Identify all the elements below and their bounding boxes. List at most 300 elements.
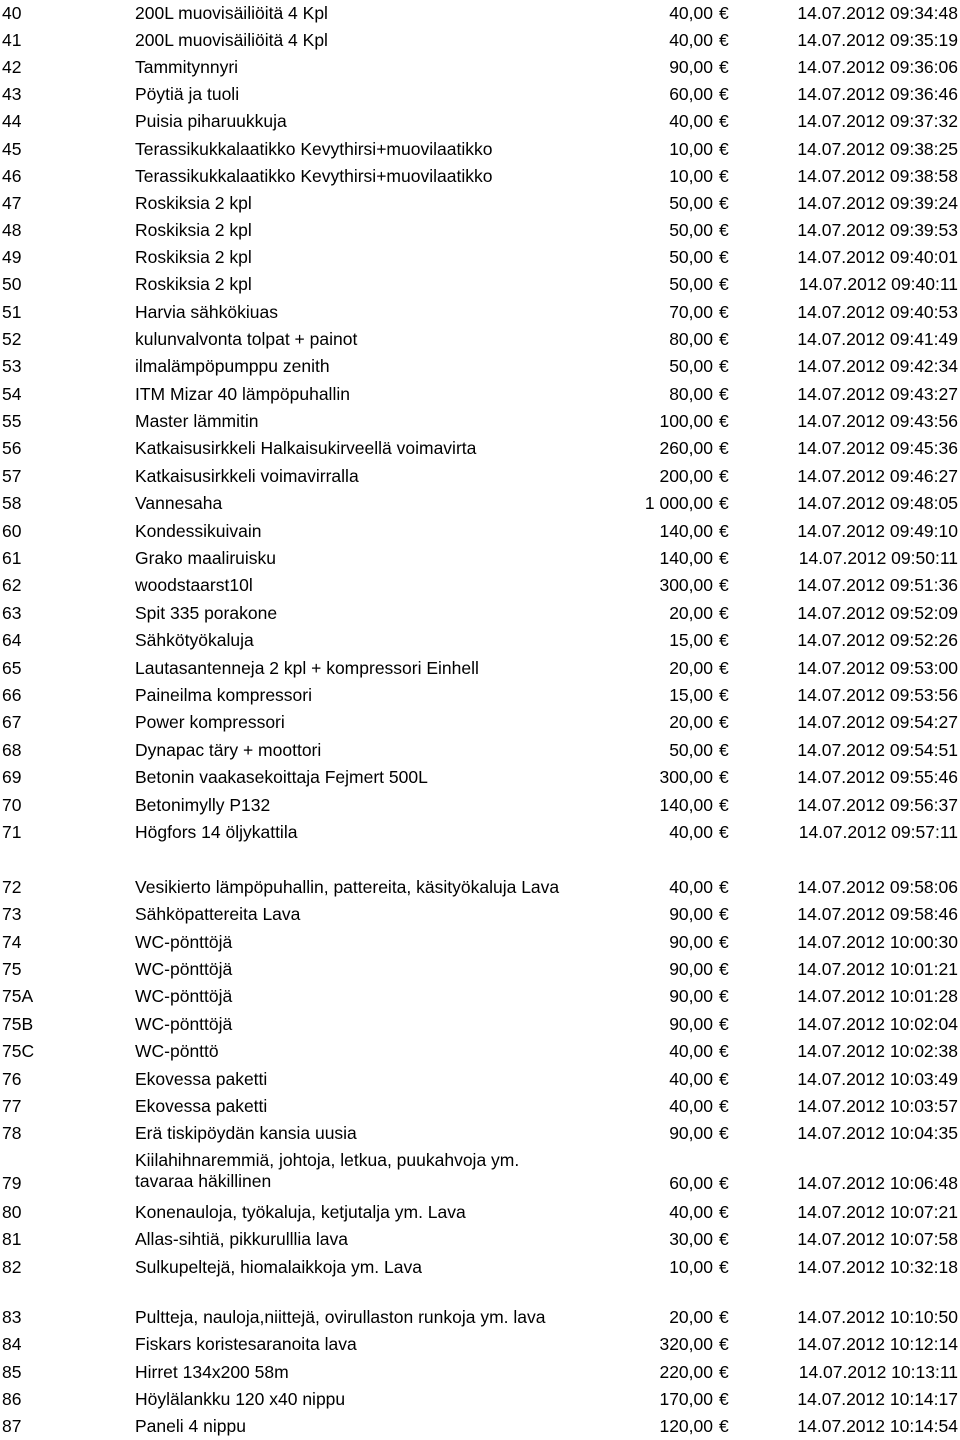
item-timestamp: 14.07.2012 09:43:56 [797,411,958,431]
item-price: 300,00 [659,767,713,787]
item-price: 15,00 [669,685,713,705]
item-description: Paineilma kompressori [135,685,313,705]
item-number: 79 [2,1173,22,1193]
item-timestamp: 14.07.2012 09:58:46 [797,904,958,924]
item-description: Terassikukkalaatikko Kevythirsi+muovilaatikko [135,166,493,186]
item-price: 50,00 [669,740,713,760]
euro-currency-symbol: € [719,1069,729,1089]
item-number: 43 [2,84,22,104]
item-number: 55 [2,411,22,431]
item-price: 10,00 [669,139,713,159]
item-description [135,1150,519,1192]
item-description: WC-pönttöjä [135,986,233,1006]
list-item [0,381,960,407]
item-number: 82 [2,1257,22,1277]
item-timestamp: 14.07.2012 09:57:11 [798,822,958,842]
list-item [0,81,960,107]
item-number: 41 [2,30,22,50]
item-description: Grako maaliruisku [135,548,277,568]
item-description: Betonimylly P132 [135,795,271,815]
list-item [0,792,960,818]
item-price: 20,00 [669,603,713,623]
item-description: Roskiksia 2 kpl [135,193,252,213]
item-number: 40 [2,3,22,23]
euro-currency-symbol: € [719,795,729,815]
euro-currency-symbol: € [719,548,729,568]
item-timestamp: 14.07.2012 09:56:37 [797,795,958,815]
list-item [0,1386,960,1412]
euro-currency-symbol: € [719,1041,729,1061]
euro-currency-symbol: € [719,959,729,979]
euro-currency-symbol: € [719,1334,729,1354]
item-price: 1 000,00 [644,493,713,513]
list-item [0,1226,960,1252]
item-price: 260,00 [659,438,713,458]
item-timestamp: 14.07.2012 09:48:05 [797,493,958,513]
item-price: 70,00 [669,302,713,322]
item-timestamp: 14.07.2012 09:54:27 [797,712,958,732]
item-number: 57 [2,466,22,486]
item-number: 85 [2,1362,22,1382]
item-price: 50,00 [669,274,713,294]
euro-currency-symbol: € [719,302,729,322]
item-timestamp: 14.07.2012 09:39:53 [797,220,958,240]
euro-currency-symbol: € [719,111,729,131]
item-timestamp: 14.07.2012 09:58:06 [797,877,958,897]
item-description: woodstaarst10l [135,575,253,595]
item-number: 80 [2,1202,22,1222]
item-price: 90,00 [669,986,713,1006]
item-timestamp: 14.07.2012 10:32:18 [797,1257,958,1277]
item-number: 65 [2,658,22,678]
item-number: 61 [2,548,22,568]
item-description: Sulkupeltejä, hiomalaikkoja ym. Lava [135,1257,422,1277]
list-item [0,1413,960,1439]
list-item [0,0,960,26]
item-timestamp: 14.07.2012 09:36:06 [797,57,958,77]
item-price: 80,00 [669,384,713,404]
list-item [0,435,960,461]
item-timestamp: 14.07.2012 10:03:49 [797,1069,958,1089]
euro-currency-symbol: € [719,384,729,404]
euro-currency-symbol: € [719,438,729,458]
item-price: 170,00 [659,1389,713,1409]
item-timestamp: 14.07.2012 09:46:27 [797,466,958,486]
euro-currency-symbol: € [719,767,729,787]
item-description: Vannesaha [135,493,223,513]
euro-currency-symbol: € [719,685,729,705]
item-number: 51 [2,302,22,322]
item-description: Betonin vaakasekoittaja Fejmert 500L [135,767,428,787]
euro-currency-symbol: € [719,493,729,513]
item-description: Ekovessa paketti [135,1096,268,1116]
item-description: Tammitynnyri [135,57,239,77]
list-item [0,408,960,434]
euro-currency-symbol: € [719,466,729,486]
item-price: 40,00 [669,1041,713,1061]
item-timestamp: 14.07.2012 09:49:10 [797,521,958,541]
list-item [0,1359,960,1385]
item-description: Spit 335 porakone [135,603,278,623]
list-item [0,1011,960,1037]
item-timestamp: 14.07.2012 09:51:36 [797,575,958,595]
list-item [0,271,960,297]
item-number: 54 [2,384,22,404]
list-item [0,1120,960,1146]
item-price: 50,00 [669,220,713,240]
item-description: Master lämmitin [135,411,259,431]
item-number: 49 [2,247,22,267]
item-price: 40,00 [669,1069,713,1089]
item-price: 50,00 [669,193,713,213]
item-description: kulunvalvonta tolpat + painot [135,329,358,349]
euro-currency-symbol: € [719,220,729,240]
item-description: ITM Mizar 40 lämpöpuhallin [135,384,350,404]
item-price: 90,00 [669,959,713,979]
item-description: Fiskars koristesaranoita lava [135,1334,357,1354]
item-timestamp: 14.07.2012 10:13:11 [798,1362,958,1382]
item-description: Erä tiskipöydän kansia uusia [135,1123,357,1143]
euro-currency-symbol: € [719,193,729,213]
item-price: 30,00 [669,1229,713,1249]
list-item [0,1093,960,1119]
euro-currency-symbol: € [719,356,729,376]
item-number: 75C [2,1041,35,1061]
item-number: 75B [2,1014,34,1034]
euro-currency-symbol: € [719,1123,729,1143]
item-price: 40,00 [669,1202,713,1222]
list-item [0,929,960,955]
item-timestamp: 14.07.2012 09:40:53 [797,302,958,322]
item-description: Roskiksia 2 kpl [135,220,252,240]
item-number: 77 [2,1096,22,1116]
item-price: 60,00 [669,1173,713,1193]
list-item [0,983,960,1009]
item-timestamp: 14.07.2012 09:52:09 [797,603,958,623]
euro-currency-symbol: € [719,139,729,159]
list-item [0,54,960,80]
euro-currency-symbol: € [719,521,729,541]
list-item [0,709,960,735]
item-timestamp: 14.07.2012 09:35:19 [797,30,958,50]
item-number: 70 [2,795,22,815]
item-price: 40,00 [669,1096,713,1116]
item-number: 69 [2,767,22,787]
item-number: 87 [2,1416,22,1436]
item-price: 90,00 [669,1123,713,1143]
item-price: 10,00 [669,1257,713,1277]
item-timestamp: 14.07.2012 09:34:48 [797,3,958,23]
euro-currency-symbol: € [719,1014,729,1034]
item-timestamp: 14.07.2012 09:50:11 [798,548,958,568]
item-price: 90,00 [669,932,713,952]
item-description: Katkaisusirkkeli Halkaisukirveellä voimavirta [135,438,477,458]
item-timestamp: 14.07.2012 09:43:27 [797,384,958,404]
list-item [0,764,960,790]
item-number: 63 [2,603,22,623]
list-item [0,1066,960,1092]
item-number: 64 [2,630,22,650]
item-price: 90,00 [669,904,713,924]
item-timestamp: 14.07.2012 09:42:34 [797,356,958,376]
euro-currency-symbol: € [719,630,729,650]
item-price: 120,00 [659,1416,713,1436]
item-timestamp: 14.07.2012 10:14:17 [797,1389,958,1409]
item-timestamp: 14.07.2012 10:02:38 [797,1041,958,1061]
item-price: 200,00 [659,466,713,486]
item-timestamp: 14.07.2012 09:40:01 [797,247,958,267]
item-timestamp: 14.07.2012 10:07:58 [797,1229,958,1249]
euro-currency-symbol: € [719,986,729,1006]
item-price: 10,00 [669,166,713,186]
item-number: 56 [2,438,22,458]
list-item [0,874,960,900]
item-price: 90,00 [669,1014,713,1034]
item-description: Sähkötyökaluja [135,630,254,650]
list-item [0,490,960,516]
item-price: 140,00 [659,795,713,815]
list-item [0,1331,960,1357]
item-description: Paneli 4 nippu [135,1416,246,1436]
item-description: Harvia sähkökiuas [135,302,278,322]
euro-currency-symbol: € [719,1389,729,1409]
item-number: 47 [2,193,22,213]
list-item [0,108,960,134]
item-number: 72 [2,877,22,897]
list-item [0,244,960,270]
item-price: 50,00 [669,247,713,267]
item-timestamp: 14.07.2012 09:54:51 [797,740,958,760]
euro-currency-symbol: € [719,712,729,732]
item-number: 44 [2,111,22,131]
list-item [0,956,960,982]
item-price: 20,00 [669,1307,713,1327]
item-price: 20,00 [669,712,713,732]
item-number: 81 [2,1229,22,1249]
item-number: 86 [2,1389,22,1409]
item-description: ilmalämpöpumppu zenith [135,356,330,376]
item-timestamp: 14.07.2012 10:12:14 [797,1334,958,1354]
item-number: 53 [2,356,22,376]
item-price: 100,00 [659,411,713,431]
euro-currency-symbol: € [719,1202,729,1222]
item-description: Dynapac täry + moottori [135,740,322,760]
item-timestamp: 14.07.2012 10:02:04 [797,1014,958,1034]
item-timestamp: 14.07.2012 09:38:58 [797,166,958,186]
item-description: Roskiksia 2 kpl [135,247,252,267]
item-description: Konenauloja, työkaluja, ketjutalja ym. Lava [135,1202,466,1222]
item-description: Puisia piharuukkuja [135,111,287,131]
list-item [0,737,960,763]
list-item [0,27,960,53]
euro-currency-symbol: € [719,1257,729,1277]
item-price: 60,00 [669,84,713,104]
item-timestamp: 14.07.2012 10:01:21 [797,959,958,979]
item-description: Pultteja, nauloja,niittejä, ovirullaston runkoja ym. lava [135,1307,546,1327]
item-timestamp: 14.07.2012 10:03:57 [797,1096,958,1116]
item-number: 42 [2,57,22,77]
item-number: 76 [2,1069,22,1089]
item-timestamp: 14.07.2012 09:45:36 [797,438,958,458]
euro-currency-symbol: € [719,1307,729,1327]
item-description: Terassikukkalaatikko Kevythirsi+muovilaatikko [135,139,493,159]
item-number: 60 [2,521,22,541]
item-description: Ekovessa paketti [135,1069,268,1089]
item-price: 300,00 [659,575,713,595]
list-item [0,190,960,216]
euro-currency-symbol: € [719,3,729,23]
item-price: 140,00 [659,521,713,541]
item-description: WC-pönttöjä [135,932,233,952]
euro-currency-symbol: € [719,575,729,595]
euro-currency-symbol: € [719,84,729,104]
euro-currency-symbol: € [719,1173,729,1193]
list-item [0,1254,960,1280]
euro-currency-symbol: € [719,166,729,186]
item-description: 200L muovisäiliöitä 4 Kpl [135,3,328,23]
euro-currency-symbol: € [719,1362,729,1382]
list-item [0,299,960,325]
list-item [0,627,960,653]
euro-currency-symbol: € [719,30,729,50]
list-item [0,655,960,681]
item-timestamp: 14.07.2012 10:00:30 [797,932,958,952]
item-price: 40,00 [669,822,713,842]
item-price: 320,00 [659,1334,713,1354]
item-description: WC-pönttöjä [135,1014,233,1034]
item-price: 20,00 [669,658,713,678]
item-price: 40,00 [669,30,713,50]
item-number: 45 [2,139,22,159]
euro-currency-symbol: € [719,603,729,623]
item-number: 66 [2,685,22,705]
item-description: Katkaisusirkkeli voimavirralla [135,466,359,486]
item-timestamp: 14.07.2012 10:07:21 [797,1202,958,1222]
item-description: Power kompressori [135,712,285,732]
list-item [0,326,960,352]
euro-currency-symbol: € [719,904,729,924]
list-item [0,819,960,845]
item-description: Hirret 134x200 58m [135,1362,289,1382]
list-item [0,901,960,927]
euro-currency-symbol: € [719,247,729,267]
item-description: Höylälankku 120 x40 nippu [135,1389,346,1409]
list-item [0,353,960,379]
item-description: Högfors 14 öljykattila [135,822,298,842]
item-price: 40,00 [669,877,713,897]
item-price: 40,00 [669,111,713,131]
item-description: WC-pönttöjä [135,959,233,979]
list-item [0,136,960,162]
euro-currency-symbol: € [719,274,729,294]
euro-currency-symbol: € [719,1229,729,1249]
item-timestamp: 14.07.2012 09:53:56 [797,685,958,705]
item-number: 74 [2,932,22,952]
item-timestamp: 14.07.2012 09:40:11 [798,274,958,294]
euro-currency-symbol: € [719,877,729,897]
item-price: 140,00 [659,548,713,568]
list-item [0,572,960,598]
euro-currency-symbol: € [719,57,729,77]
item-price: 80,00 [669,329,713,349]
list-item [0,600,960,626]
item-number: 83 [2,1307,22,1327]
item-number: 58 [2,493,22,513]
item-timestamp: 14.07.2012 10:06:48 [797,1173,958,1193]
item-number: 78 [2,1123,22,1143]
list-item [0,217,960,243]
euro-currency-symbol: € [719,1416,729,1436]
item-number: 52 [2,329,22,349]
item-number: 84 [2,1334,22,1354]
euro-currency-symbol: € [719,740,729,760]
item-timestamp: 14.07.2012 09:53:00 [797,658,958,678]
item-description: Roskiksia 2 kpl [135,274,252,294]
item-number: 62 [2,575,22,595]
item-description: Kondessikuivain [135,521,262,541]
euro-currency-symbol: € [719,658,729,678]
list-item [0,682,960,708]
item-description: Lautasantenneja 2 kpl + kompressori Einhell [135,658,479,678]
item-timestamp: 14.07.2012 09:41:49 [797,329,958,349]
item-number: 48 [2,220,22,240]
euro-currency-symbol: € [719,822,729,842]
item-timestamp: 14.07.2012 10:01:28 [797,986,958,1006]
item-price: 50,00 [669,356,713,376]
item-description: Pöytiä ja tuoli [135,84,240,104]
item-price: 220,00 [659,1362,713,1382]
list-item [0,518,960,544]
item-timestamp: 14.07.2012 10:04:35 [797,1123,958,1143]
item-price: 40,00 [669,3,713,23]
item-timestamp: 14.07.2012 09:52:26 [797,630,958,650]
list-item [0,463,960,489]
item-number: 50 [2,274,22,294]
item-description-line-1: Kiilahihnaremmiä, johtoja, letkua, puukahvoja ym. [135,1150,520,1170]
item-number: 46 [2,166,22,186]
item-timestamp: 14.07.2012 09:39:24 [797,193,958,213]
item-number: 68 [2,740,22,760]
item-number: 75A [2,986,34,1006]
item-number: 67 [2,712,22,732]
euro-currency-symbol: € [719,932,729,952]
item-timestamp: 14.07.2012 09:37:32 [797,111,958,131]
item-timestamp: 14.07.2012 10:10:50 [797,1307,958,1327]
item-timestamp: 14.07.2012 09:36:46 [797,84,958,104]
list-item [0,1148,960,1196]
item-price: 15,00 [669,630,713,650]
item-description: 200L muovisäiliöitä 4 Kpl [135,30,328,50]
item-description: Sähköpattereita Lava [135,904,301,924]
euro-currency-symbol: € [719,329,729,349]
euro-currency-symbol: € [719,1096,729,1116]
item-number: 71 [2,822,22,842]
list-item [0,1038,960,1064]
list-item [0,1199,960,1225]
item-number: 75 [2,959,22,979]
item-description: Allas-sihtiä, pikkurulllia lava [135,1229,348,1249]
list-item [0,163,960,189]
item-description-line-2: tavaraa häkillinen [135,1171,272,1191]
euro-currency-symbol: € [719,411,729,431]
item-description: Vesikierto lämpöpuhallin, pattereita, käsityökaluja Lava [135,877,560,897]
item-number: 73 [2,904,22,924]
item-timestamp: 14.07.2012 09:55:46 [797,767,958,787]
list-item [0,545,960,571]
item-price: 90,00 [669,57,713,77]
item-description: WC-pönttö [135,1041,219,1061]
item-timestamp: 14.07.2012 10:14:54 [797,1416,958,1436]
